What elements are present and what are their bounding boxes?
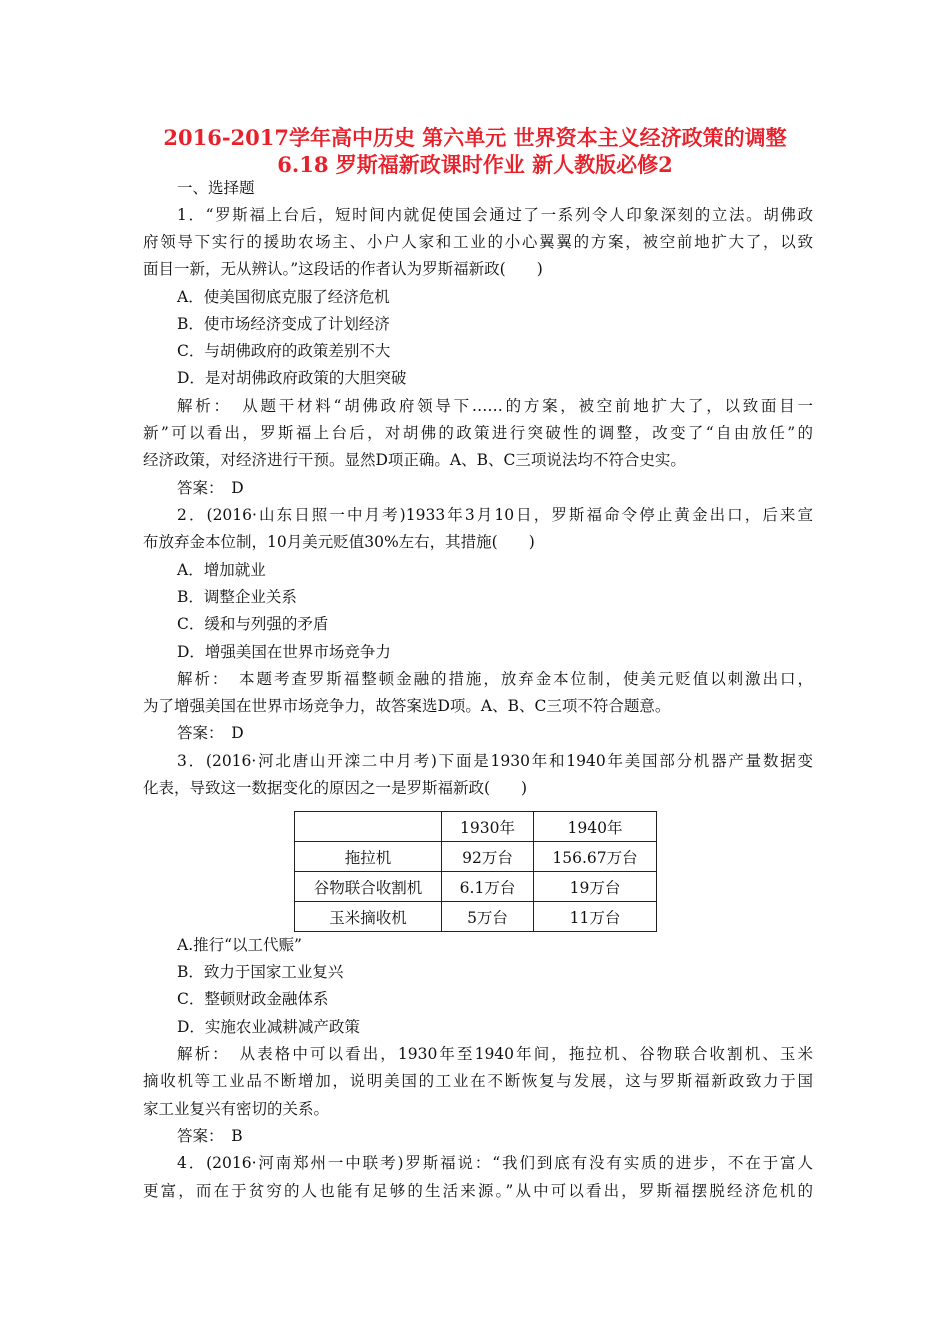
- q1-stem-line1: 1．“罗斯福上台后，短时间内就促使国会通过了一系列令人印象深刻的立法。胡佛政: [177, 206, 813, 224]
- table-row: [295, 902, 657, 932]
- q3-stem-line1: 3．(2016·河北唐山开滦二中月考)下面是1930年和1940年美国部分机器产量数据变: [177, 752, 813, 770]
- production-data-table: [294, 811, 657, 932]
- table-cell: 11万台: [534, 902, 657, 932]
- q3-answer: 答案： B: [177, 1127, 243, 1145]
- document-title-line1: 2016-2017学年高中历史 第六单元 世界资本主义经济政策的调整: [163, 125, 787, 150]
- q2-analysis-line1: 解析： 本题考查罗斯福整顿金融的措施，放弃金本位制，使美元贬值以刺激出口，: [177, 670, 813, 688]
- table-cell: 6.1万台: [442, 872, 534, 902]
- q4-stem-line1: 4．(2016·河南郑州一中联考)罗斯福说：“我们到底有没有实质的进步，不在于富人: [177, 1154, 813, 1172]
- q1-analysis-line3: 经济政策，对经济进行干预。显然D项正确。A、B、C三项说法均不符合史实。: [143, 451, 686, 469]
- q3-option-d: D．实施农业减耕减产政策: [177, 1018, 360, 1036]
- q2-option-a: A．增加就业: [177, 561, 266, 579]
- table-cell: 92万台: [442, 842, 534, 872]
- table-header-row: [295, 812, 657, 842]
- q2-answer: 答案： D: [177, 724, 244, 742]
- table-cell: 玉米摘收机: [295, 902, 442, 932]
- table-header-cell: 1940年: [534, 812, 657, 842]
- q1-stem-line3: 面目一新，无从辨认。”这段话的作者认为罗斯福新政( ): [143, 260, 543, 278]
- table-header-cell: [295, 812, 442, 842]
- q2-stem-line1: 2．(2016·山东日照一中月考)1933年3月10日，罗斯福命令停止黄金出口，后来宣: [177, 506, 813, 524]
- q2-analysis-line2: 为了增强美国在世界市场竞争力，故答案选D项。A、B、C三项不符合题意。: [143, 697, 671, 715]
- q1-analysis-line1: 解析： 从题干材料“胡佛政府领导下……的方案，被空前地扩大了，以致面目一: [177, 397, 813, 415]
- q2-stem-line2: 布放弃金本位制，10月美元贬值30%左右，其措施( ): [143, 533, 535, 551]
- q2-option-b: B．调整企业关系: [177, 588, 297, 606]
- table-row: [295, 872, 657, 902]
- q4-stem-line2: 更富，而在于贫穷的人也能有足够的生活来源。”从中可以看出，罗斯福摆脱经济危机的: [143, 1182, 813, 1200]
- q1-option-c: C．与胡佛政府的政策差别不大: [177, 342, 391, 360]
- table-cell: 5万台: [442, 902, 534, 932]
- q3-analysis-line2: 摘收机等工业品不断增加，说明美国的工业在不断恢复与发展，这与罗斯福新政致力于国: [143, 1072, 813, 1090]
- q1-option-b: B．使市场经济变成了计划经济: [177, 315, 390, 333]
- q2-option-d: D．增强美国在世界市场竞争力: [177, 643, 391, 661]
- document-title-line2: 6.18 罗斯福新政课时作业 新人教版必修2: [277, 152, 673, 177]
- q2-option-c: C．缓和与列强的矛盾: [177, 615, 329, 633]
- table-header-cell: 1930年: [442, 812, 534, 842]
- table-cell: 谷物联合收割机: [295, 872, 442, 902]
- q3-option-a: A.推行“以工代赈”: [177, 936, 302, 954]
- q1-stem-line2: 府领导下实行的援助农场主、小户人家和工业的小心翼翼的方案，被空前地扩大了，以致: [143, 233, 813, 251]
- table-cell: 19万台: [534, 872, 657, 902]
- table-cell: 156.67万台: [534, 842, 657, 872]
- q3-analysis-line1: 解析： 从表格中可以看出，1930年至1940年间，拖拉机、谷物联合收割机、玉米: [177, 1045, 813, 1063]
- table-cell: 拖拉机: [295, 842, 442, 872]
- q1-option-a: A．使美国彻底克服了经济危机: [177, 288, 390, 306]
- table-row: [295, 842, 657, 872]
- q1-answer: 答案： D: [177, 479, 244, 497]
- q1-analysis-line2: 新”可以看出，罗斯福上台后，对胡佛的政策进行突破性的调整，改变了“自由放任”的: [143, 424, 813, 442]
- q3-stem-line2: 化表，导致这一数据变化的原因之一是罗斯福新政( ): [143, 779, 528, 797]
- q3-analysis-line3: 家工业复兴有密切的关系。: [143, 1100, 330, 1118]
- section-heading: 一、选择题: [177, 179, 255, 197]
- q3-option-b: B．致力于国家工业复兴: [177, 963, 344, 981]
- q1-option-d: D．是对胡佛政府政策的大胆突破: [177, 369, 407, 387]
- q3-option-c: C．整顿财政金融体系: [177, 990, 329, 1008]
